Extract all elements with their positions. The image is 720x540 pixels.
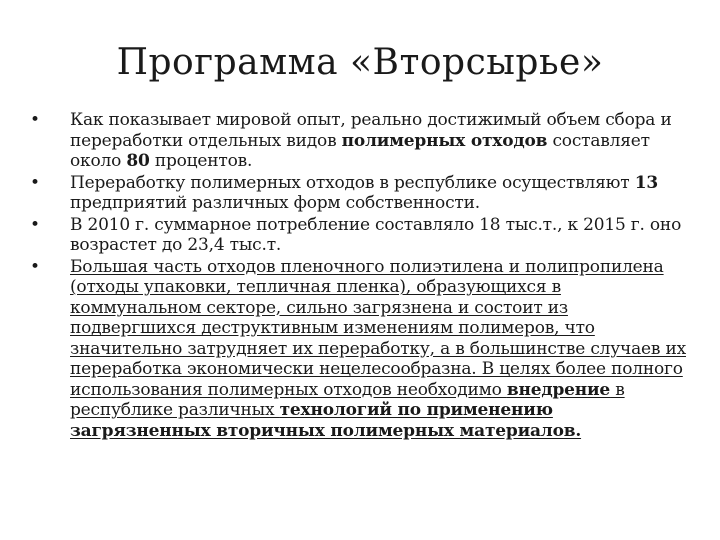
bullet-dot-icon: • (30, 256, 40, 277)
emphasized-text: полимерных отходов (341, 130, 548, 151)
bullet-text: Переработку полимерных отходов в республике осуществляют (70, 172, 635, 193)
bullet-item (30, 257, 695, 442)
emphasized-text: 80 (126, 151, 150, 171)
emphasized-text: технологий по применению загрязненных вторичных полимерных материалов. (70, 400, 582, 441)
bullet-item (30, 215, 695, 256)
slide-title: Программа «Вторсырье» (116, 42, 604, 83)
bullet-text: составляет около (70, 130, 650, 171)
emphasized-text: внедрение (506, 379, 611, 400)
emphasized-text: 13 (634, 172, 658, 193)
bullet-text: в республике различных (70, 379, 625, 420)
bullet-text: предприятий различных форм собственности. (70, 193, 480, 213)
bullet-item (30, 110, 695, 172)
bullet-text: Как показывает мировой опыт, реально достижимый объем сбора и переработки отдельных видов (70, 110, 672, 151)
bullet-dot-icon: • (30, 110, 40, 130)
bullet-text: В 2010 г. суммарное потребление составляло 18 тыс.т., к 2015 г. оно возрастет до 23,4 тыс.т. (70, 214, 682, 255)
bullet-dot-icon: • (30, 214, 40, 235)
bullet-text: Большая часть отходов пленочного полиэтилена и полипропилена (отходы упаковки, тепличная пленка), образующихся в коммунальном секторе, сильно загрязнена и состоит из подвергшихся деструктивным изменениям полимеров, что значительно затрудняет их переработку, а в большинстве случаев их переработка экономически нецелесообразна. В целях более полного использования полимерных отходов необходимо (70, 256, 686, 400)
bullet-dot-icon: • (30, 172, 40, 193)
bullet-list (30, 110, 695, 442)
bullet-text: процентов. (149, 151, 253, 171)
bullet-item (30, 173, 695, 214)
